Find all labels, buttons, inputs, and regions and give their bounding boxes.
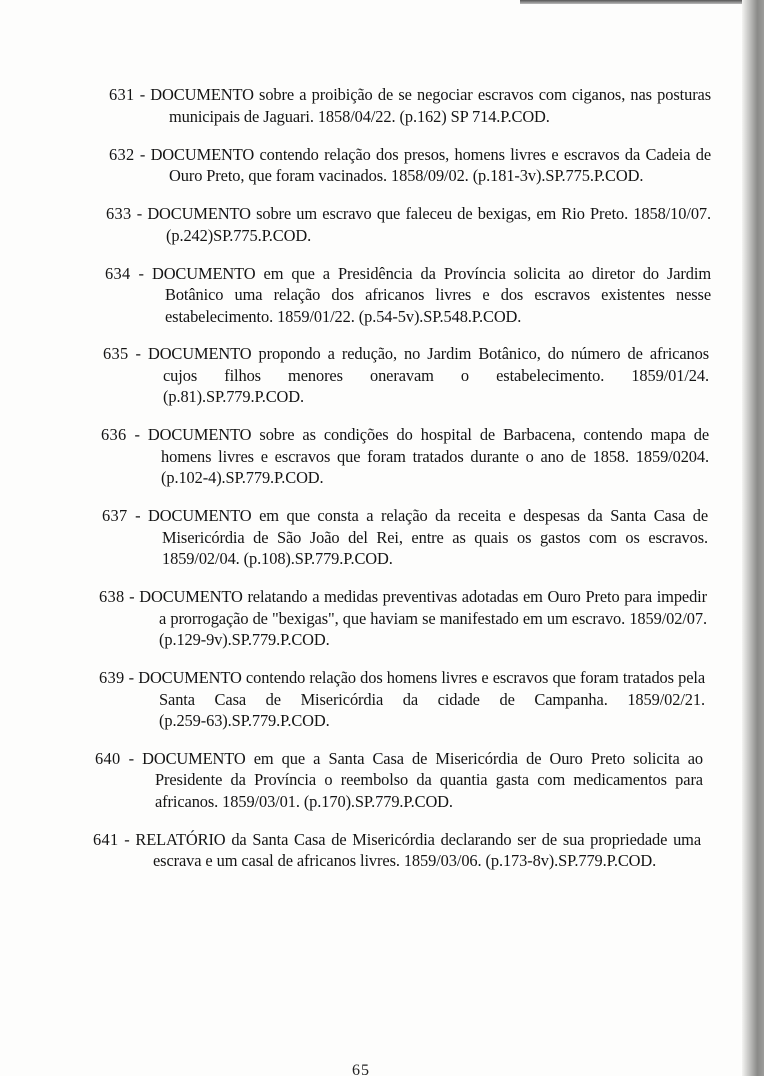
entry-kind: DOCUMENTO xyxy=(151,263,256,283)
entry-number: 637 xyxy=(102,506,128,526)
entry-number: 631 xyxy=(109,85,135,105)
entry-number: 641 xyxy=(93,829,119,849)
entry-number: 633 xyxy=(106,204,132,224)
entry-reference: (p.54-5v).SP.548.P.COD. xyxy=(358,306,522,326)
entry-number: 640 xyxy=(95,748,121,768)
entry-kind: DOCUMENTO xyxy=(147,425,252,445)
entry-description: sobre as condições do hospital de Barbacena, contendo mapa de homens livres e escravos que foram tratados durante o ano de 1858. 1859/0204. xyxy=(161,425,710,466)
document-entry: 632 - DOCUMENTO contendo relação dos presos, homens livres e escravos da Cadeia de Ouro Preto, que foram vacinados. 1858/09/02. (p.181-3v).SP.775.P.COD. xyxy=(109,144,712,186)
entry-kind: DOCUMENTO xyxy=(138,668,242,688)
entry-reference: (p.242)SP.775.P.COD. xyxy=(166,225,312,245)
document-entry: 633 - DOCUMENTO sobre um escravo que faleceu de bexigas, em Rio Preto. 1858/10/07. (p.242)SP.775.P.COD. xyxy=(106,204,712,245)
entry-number: 636 xyxy=(101,425,127,445)
document-entry: 631 - DOCUMENTO sobre a proibição de se negociar escravos com ciganos, nas posturas municipais de Jaguari. 1858/04/22. (p.162) SP 714.P.COD. xyxy=(109,85,712,126)
entry-description: em que a Presidência da Província solicita ao diretor do Jardim Botânico uma relação dos africanos livres e dos escravos existentes nesse estabelecimento. 1859/01/22. xyxy=(165,263,711,326)
entry-number: 632 xyxy=(109,144,135,164)
entry-description: contendo relação dos homens livres e escravos que foram tratados pela Santa Casa de Misericórdia da cidade de Campanha. 1859/02/21. xyxy=(159,668,705,709)
document-entry: 641 - RELATÓRIO da Santa Casa de Misericórdia declarando ser de sua propriedade uma escrava e um casal de africanos livres. 1859/03/06. (p.173-8v).SP.779.P.COD. xyxy=(93,829,701,871)
entry-reference: (p.129-9v).SP.779.P.COD. xyxy=(159,630,330,650)
scan-shadow-top xyxy=(520,0,764,4)
page-number: 65 xyxy=(352,1062,370,1079)
entry-number: 639 xyxy=(99,668,125,688)
scan-shadow-right xyxy=(742,0,764,1076)
entry-number: 638 xyxy=(99,587,125,607)
entry-reference: (p.162) SP 714.P.COD. xyxy=(399,106,550,126)
entry-kind: DOCUMENTO xyxy=(150,144,255,164)
document-entry: 636 - DOCUMENTO sobre as condições do hospital de Barbacena, contendo mapa de homens livres e escravos que foram tratados durante o ano de 1858. 1859/0204. (p.102-4).SP.779.P.COD. xyxy=(101,425,710,488)
entry-reference: (p.259-63).SP.779.P.COD. xyxy=(159,711,330,731)
entry-reference: (p.102-4).SP.779.P.COD. xyxy=(161,468,324,488)
entry-reference: (p.108).SP.779.P.COD. xyxy=(243,549,393,569)
entry-description: em que consta a relação da receita e despesas da Santa Casa de Misericórdia de São João del Rei, entre as quais os gastos com os escravos. 1859/02/04. xyxy=(162,506,709,569)
entry-kind: DOCUMENTO xyxy=(148,506,252,526)
entry-reference: (p.81).SP.779.P.COD. xyxy=(163,387,304,407)
entry-description: propondo a redução, no Jardim Botânico, do número de africanos cujos filhos menores oneravam o estabelecimento. 1859/01/24. xyxy=(163,344,710,385)
document-entry: 640 - DOCUMENTO em que a Santa Casa de Misericórdia de Ouro Preto solicita ao Presidente da Província o reembolso da quantia gasta com medicamentos para africanos. 1859/03/01. (p.170).SP.779.P.COD. xyxy=(95,748,704,811)
document-entry: 638 - DOCUMENTO relatando a medidas preventivas adotadas em Ouro Preto para impedir a prorrogação de "bexigas", que haviam se manifestado em um escravo. 1859/02/07. (p.129-9v).SP.779.P.COD. xyxy=(99,587,707,650)
entry-kind: DOCUMENTO xyxy=(142,748,246,768)
entry-number: 634 xyxy=(105,263,131,283)
entry-kind: DOCUMENTO xyxy=(147,344,252,364)
entry-kind: DOCUMENTO xyxy=(147,204,251,224)
document-entry: 634 - DOCUMENTO em que a Presidência da Província solicita ao diretor do Jardim Botânico uma relação dos africanos livres e dos escravos existentes nesse estabelecimento. 1859/01/22. (p.54-5v).SP.548.P.COD. xyxy=(105,263,711,326)
entry-reference: (p.181-3v).SP.775.P.COD. xyxy=(472,166,644,186)
entry-kind: DOCUMENTO xyxy=(150,85,254,105)
entry-number: 635 xyxy=(103,344,129,364)
entry-kind: DOCUMENTO xyxy=(139,587,243,607)
entry-reference: (p.170).SP.779.P.COD. xyxy=(303,791,453,811)
entry-description: relatando a medidas preventivas adotadas em Ouro Preto para impedir a prorrogação de "bexigas", que haviam se manifestado em um escravo. 1859/02/07. xyxy=(159,587,707,628)
entry-description: sobre um escravo que faleceu de bexigas, em Rio Preto. 1858/10/07. xyxy=(256,204,712,224)
document-entry: 639 - DOCUMENTO contendo relação dos homens livres e escravos que foram tratados pela Santa Casa de Misericórdia da cidade de Campanha. 1859/02/21. (p.259-63).SP.779.P.COD. xyxy=(99,668,705,731)
entry-description: em que a Santa Casa de Misericórdia de Ouro Preto solicita ao Presidente da Província o reembolso da quantia gasta com medicamentos para africanos. 1859/03/01. xyxy=(155,748,704,811)
document-entry-list xyxy=(93,68,712,886)
entry-description: da Santa Casa de Misericórdia declarando ser de sua propriedade uma escrava e um casal de africanos livres. 1859/03/06. xyxy=(153,829,701,871)
document-entry: 635 - DOCUMENTO propondo a redução, no Jardim Botânico, do número de africanos cujos filhos menores oneravam o estabelecimento. 1859/01/24. (p.81).SP.779.P.COD. xyxy=(103,344,710,407)
document-entry: 637 - DOCUMENTO em que consta a relação da receita e despesas da Santa Casa de Misericórdia de São João del Rei, entre as quais os gastos com os escravos. 1859/02/04. (p.108).SP.779.P.COD. xyxy=(102,506,709,569)
entry-description: contendo relação dos presos, homens livres e escravos da Cadeia de Ouro Preto, que foram vacinados. 1858/09/02. xyxy=(169,144,712,186)
entry-description: sobre a proibição de se negociar escravos com ciganos, nas posturas municipais de Jaguari. 1858/04/22. xyxy=(169,85,712,126)
entry-kind: RELATÓRIO xyxy=(135,829,226,849)
entry-reference: (p.173-8v).SP.779.P.COD. xyxy=(485,851,657,871)
